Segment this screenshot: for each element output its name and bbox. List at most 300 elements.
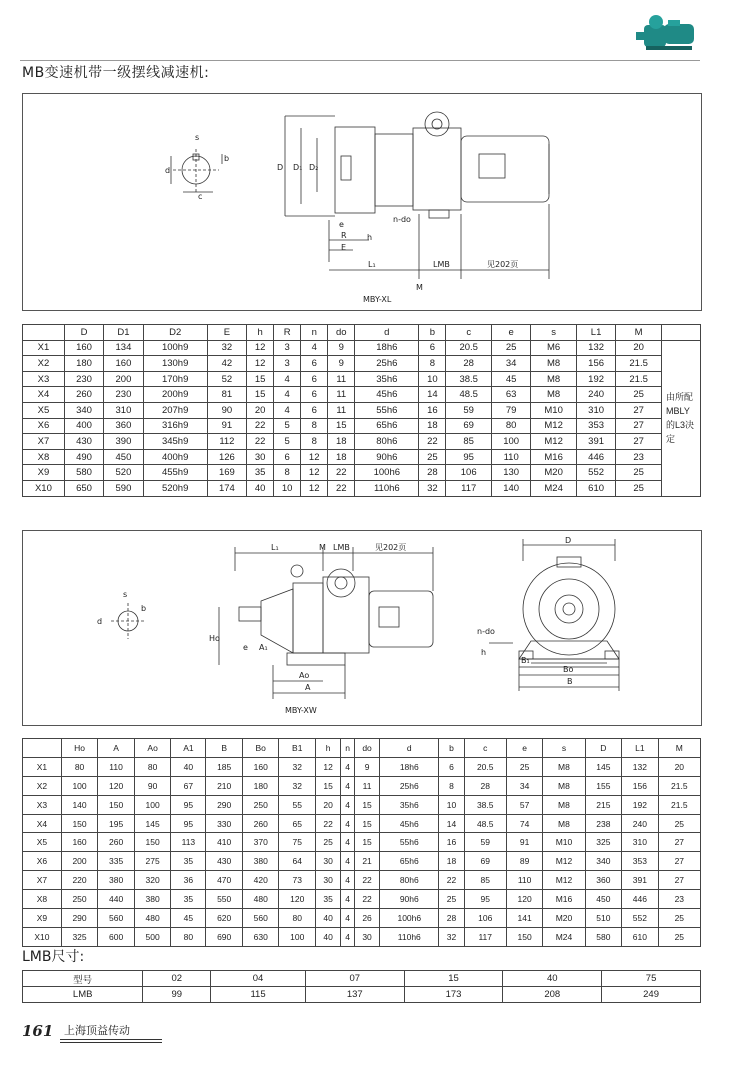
table-header-row — [23, 739, 701, 758]
column-header: do — [328, 325, 355, 341]
page-number: 161 — [22, 1022, 54, 1040]
dim2-label-ndo: n-do — [477, 627, 495, 636]
table-cell: 580 — [64, 465, 103, 481]
table-cell: 91 — [207, 418, 246, 434]
table-cell: 117 — [464, 927, 506, 946]
table-cell: 192 — [576, 371, 615, 387]
dim-label-c: c — [198, 192, 203, 201]
table-cell: 208 — [503, 987, 602, 1003]
table-cell: 160 — [242, 757, 279, 776]
table-cell: 22 — [247, 434, 274, 450]
table-cell: 69 — [446, 418, 492, 434]
table-cell: 25h6 — [380, 776, 439, 795]
table-cell: X1 — [23, 757, 62, 776]
table-cell: M8 — [543, 814, 585, 833]
table-cell: M24 — [531, 480, 577, 496]
table-cell: 5 — [274, 434, 301, 450]
column-header: B — [206, 739, 243, 758]
dim-label-D: D — [277, 163, 284, 172]
table-cell: 80h6 — [355, 434, 419, 450]
table-cell: M8 — [543, 757, 585, 776]
table-row — [23, 927, 701, 946]
table-cell: 455h9 — [143, 465, 207, 481]
table-cell: 35h6 — [380, 795, 439, 814]
table-cell: 22 — [328, 465, 355, 481]
table-cell: 20 — [616, 340, 662, 356]
table-cell: 28 — [419, 465, 446, 481]
table-cell: 型号 — [23, 971, 143, 987]
table-cell: 550 — [206, 890, 243, 909]
table-cell: 25 — [658, 927, 700, 946]
table-cell: 5 — [274, 418, 301, 434]
table-cell: 22 — [354, 871, 379, 890]
table-cell: 48.5 — [464, 814, 506, 833]
table-cell: 30 — [316, 871, 341, 890]
drawing2-caption: MBY-XW — [285, 706, 317, 715]
column-header: B1 — [279, 739, 316, 758]
table-cell: M10 — [543, 833, 585, 852]
table-cell: 310 — [622, 833, 659, 852]
footer-divider — [60, 1039, 162, 1040]
table-cell: 22 — [247, 418, 274, 434]
table-cell: 290 — [61, 909, 98, 928]
column-header: c — [446, 325, 492, 341]
table-cell: M24 — [543, 927, 585, 946]
table-cell: 480 — [242, 890, 279, 909]
table-cell: 446 — [576, 449, 615, 465]
table-cell: 26 — [354, 909, 379, 928]
dim-label-ndo: n-do — [393, 215, 411, 224]
table-cell: 34 — [506, 776, 543, 795]
table-cell: 45h6 — [380, 814, 439, 833]
dim2-label-Ao: Ao — [299, 671, 310, 680]
table-cell: X7 — [23, 434, 65, 450]
table-cell: 390 — [104, 434, 143, 450]
table-cell: 137 — [305, 987, 404, 1003]
table-cell: 25 — [506, 757, 543, 776]
dim2-label-B1: B₁ — [521, 656, 530, 665]
table-cell: 65 — [279, 814, 316, 833]
table-cell: 32 — [279, 776, 316, 795]
table-cell: 345h9 — [143, 434, 207, 450]
table-cell: 07 — [305, 971, 404, 987]
table-cell: 25 — [658, 814, 700, 833]
table-cell: 238 — [585, 814, 622, 833]
table-cell: 22 — [439, 871, 464, 890]
table-cell: 510 — [585, 909, 622, 928]
table-cell: 110 — [506, 871, 543, 890]
table-cell: 100 — [279, 927, 316, 946]
table-cell: 20 — [316, 795, 341, 814]
table-cell: 100h9 — [143, 340, 207, 356]
table-cell: 90 — [134, 776, 171, 795]
table-cell: 15 — [404, 971, 503, 987]
table-cell: 28 — [446, 356, 492, 372]
table-cell: 610 — [622, 927, 659, 946]
table-cell: 132 — [576, 340, 615, 356]
column-header: h — [316, 739, 341, 758]
column-header: d — [380, 739, 439, 758]
table-cell: 80 — [491, 418, 530, 434]
table-cell: 400h9 — [143, 449, 207, 465]
table-cell: 156 — [576, 356, 615, 372]
table-cell: LMB — [23, 987, 143, 1003]
table-cell: 260 — [98, 833, 135, 852]
table-cell: 69 — [464, 852, 506, 871]
table-cell: 15 — [328, 418, 355, 434]
table-cell: 81 — [207, 387, 246, 403]
table-cell: 520 — [104, 465, 143, 481]
table-cell: 207h9 — [143, 402, 207, 418]
table-cell: 132 — [622, 757, 659, 776]
table-cell: 6 — [274, 449, 301, 465]
table-cell: 48.5 — [446, 387, 492, 403]
dim-label-D2: D₂ — [309, 163, 319, 172]
table-cell: 55 — [279, 795, 316, 814]
column-header: R — [274, 325, 301, 341]
table-cell: 21.5 — [616, 371, 662, 387]
table-cell: 35 — [247, 465, 274, 481]
table-cell: 95 — [464, 890, 506, 909]
dim-label-ref: 见202页 — [487, 260, 519, 269]
table-cell: X6 — [23, 852, 62, 871]
table-cell: 9 — [354, 757, 379, 776]
table-cell: 6 — [301, 402, 328, 418]
table-cell: 90h6 — [355, 449, 419, 465]
dim2-label-A: A — [305, 683, 311, 692]
table-cell: 20 — [658, 757, 700, 776]
table-cell: 75 — [602, 971, 701, 987]
table-cell: 141 — [506, 909, 543, 928]
table-cell: 02 — [143, 971, 211, 987]
table-cell: 240 — [622, 814, 659, 833]
table-cell: 117 — [446, 480, 492, 496]
table-cell: X9 — [23, 909, 62, 928]
table-cell: 185 — [206, 757, 243, 776]
table-cell: 57 — [506, 795, 543, 814]
table-row — [23, 871, 701, 890]
table-cell: 145 — [585, 757, 622, 776]
table-cell: 40 — [316, 909, 341, 928]
table-cell: 130h9 — [143, 356, 207, 372]
table-cell: 27 — [658, 852, 700, 871]
table-cell: 89 — [506, 852, 543, 871]
table-cell: 80 — [61, 757, 98, 776]
table-cell: 391 — [576, 434, 615, 450]
table-cell: X1 — [23, 340, 65, 356]
table-cell: 25h6 — [355, 356, 419, 372]
table-cell: 45 — [171, 909, 206, 928]
table-cell: 95 — [171, 814, 206, 833]
table-cell: M20 — [543, 909, 585, 928]
dim2-label-ref: 见202页 — [375, 543, 407, 552]
column-header: Bo — [242, 739, 279, 758]
table-cell: 340 — [64, 402, 103, 418]
table-cell: 22 — [328, 480, 355, 496]
company-name: 上海顶益传动 — [64, 1024, 130, 1037]
table-cell: 18 — [328, 449, 355, 465]
table-cell: 450 — [104, 449, 143, 465]
table-cell: X8 — [23, 449, 65, 465]
dim-label-D1: D₁ — [293, 163, 303, 172]
table-cell: 35 — [171, 852, 206, 871]
table-cell: 25 — [616, 387, 662, 403]
table-cell: 110 — [491, 449, 530, 465]
column-header: b — [419, 325, 446, 341]
table-cell: M6 — [531, 340, 577, 356]
table-cell: 27 — [658, 871, 700, 890]
table-cell: 170h9 — [143, 371, 207, 387]
table-cell: 430 — [206, 852, 243, 871]
table-cell: 27 — [616, 418, 662, 434]
table-cell: 85 — [446, 434, 492, 450]
table-cell: 20 — [247, 402, 274, 418]
table-cell: M20 — [531, 465, 577, 481]
table-cell: 40 — [316, 927, 341, 946]
table-cell: 470 — [206, 871, 243, 890]
table-cell: 25 — [316, 833, 341, 852]
table-cell: 160 — [64, 340, 103, 356]
table-cell: 15 — [354, 795, 379, 814]
table-cell: 20.5 — [464, 757, 506, 776]
table-cell: 15 — [247, 371, 274, 387]
dim-label-L1: L₁ — [368, 260, 376, 269]
table-cell: 34 — [491, 356, 530, 372]
dim-label-h: h — [367, 233, 373, 242]
table-cell: 8 — [274, 465, 301, 481]
table-cell: 490 — [64, 449, 103, 465]
table-cell: 32 — [419, 480, 446, 496]
table-cell: 15 — [354, 833, 379, 852]
table-cell: 16 — [439, 833, 464, 852]
table-cell: 36 — [171, 871, 206, 890]
column-header: n — [341, 739, 355, 758]
table-cell: M8 — [543, 776, 585, 795]
table-cell: 38.5 — [446, 371, 492, 387]
table-cell: 200h9 — [143, 387, 207, 403]
table-cell: 11 — [328, 371, 355, 387]
dim2-label-LMB: LMB — [333, 543, 350, 552]
table-cell: 145 — [134, 814, 171, 833]
table-cell: 40 — [171, 757, 206, 776]
table-cell: 12 — [301, 480, 328, 496]
column-header: D — [585, 739, 622, 758]
table-row — [23, 434, 701, 450]
table-cell: 391 — [622, 871, 659, 890]
table-row — [23, 387, 701, 403]
table-cell: 173 — [404, 987, 503, 1003]
table-cell: 440 — [98, 890, 135, 909]
dim-label-d: d — [165, 166, 171, 175]
table-cell: 230 — [64, 371, 103, 387]
table-cell: 4 — [274, 402, 301, 418]
table-cell: 100 — [491, 434, 530, 450]
table-cell: 6 — [439, 757, 464, 776]
table-cell: 4 — [341, 909, 355, 928]
column-header: L1 — [622, 739, 659, 758]
table-cell: 100h6 — [355, 465, 419, 481]
column-header: s — [531, 325, 577, 341]
table-cell: 155 — [585, 776, 622, 795]
table-cell: 12 — [247, 356, 274, 372]
table-cell: 04 — [211, 971, 306, 987]
table-cell: 250 — [242, 795, 279, 814]
table-cell: 180 — [64, 356, 103, 372]
table-cell: 22 — [419, 434, 446, 450]
table-cell: 330 — [206, 814, 243, 833]
table-cell: 325 — [61, 927, 98, 946]
table-cell: 11 — [328, 387, 355, 403]
table-row — [23, 465, 701, 481]
table-cell: 63 — [491, 387, 530, 403]
dim2-label-A1: A₁ — [259, 643, 268, 652]
table-cell: 4 — [301, 340, 328, 356]
table-row — [23, 776, 701, 795]
table-cell: 130 — [491, 465, 530, 481]
table-cell: 4 — [341, 776, 355, 795]
title-divider — [20, 60, 700, 61]
table-cell: 10 — [274, 480, 301, 496]
table-cell: 14 — [419, 387, 446, 403]
table-cell: 27 — [616, 434, 662, 450]
table-cell: 120 — [506, 890, 543, 909]
table-cell: 120 — [98, 776, 135, 795]
table-cell: 23 — [658, 890, 700, 909]
table-cell: 6 — [419, 340, 446, 356]
table-cell: 67 — [171, 776, 206, 795]
column-header: A1 — [171, 739, 206, 758]
table-cell: 9 — [328, 340, 355, 356]
table-cell: 4 — [341, 871, 355, 890]
table-cell: 99 — [143, 987, 211, 1003]
table-cell: 6 — [301, 387, 328, 403]
table-cell: 100h6 — [380, 909, 439, 928]
table-cell: 106 — [464, 909, 506, 928]
table-cell: 40 — [503, 971, 602, 987]
table-row — [23, 890, 701, 909]
table-cell: 360 — [104, 418, 143, 434]
column-header: e — [506, 739, 543, 758]
dim2-label-d: d — [97, 617, 103, 626]
table-row — [23, 449, 701, 465]
table-cell: 115 — [211, 987, 306, 1003]
lmb-table — [22, 970, 701, 1003]
table-cell: 150 — [98, 795, 135, 814]
table-cell: 27 — [658, 833, 700, 852]
table-cell: 79 — [491, 402, 530, 418]
dim-label-LMB: LMB — [433, 260, 450, 269]
table-cell: 25 — [491, 340, 530, 356]
table-cell: 3 — [274, 356, 301, 372]
table-cell: 220 — [61, 871, 98, 890]
column-header: d — [355, 325, 419, 341]
table-cell: 4 — [341, 927, 355, 946]
table-cell: 6 — [301, 371, 328, 387]
table-cell: 200 — [104, 371, 143, 387]
table-cell: 18 — [439, 852, 464, 871]
table-row — [23, 356, 701, 372]
table-cell: X4 — [23, 814, 62, 833]
table-cell: 90h6 — [380, 890, 439, 909]
table-cell: 160 — [104, 356, 143, 372]
table-cell: 22 — [316, 814, 341, 833]
table-cell: 140 — [491, 480, 530, 496]
dim2-label-h: h — [481, 648, 487, 657]
table-cell: 353 — [576, 418, 615, 434]
table-cell: 240 — [576, 387, 615, 403]
table-cell: 64 — [279, 852, 316, 871]
table-cell: 73 — [279, 871, 316, 890]
table-row — [23, 480, 701, 496]
table-cell: 35 — [171, 890, 206, 909]
table-cell: 3 — [274, 340, 301, 356]
table-cell: 500 — [134, 927, 171, 946]
column-header: b — [439, 739, 464, 758]
table-cell: 21 — [354, 852, 379, 871]
table-cell: 20.5 — [446, 340, 492, 356]
table-cell: 110h6 — [355, 480, 419, 496]
table-cell: 110 — [98, 757, 135, 776]
table-cell: 4 — [274, 371, 301, 387]
table-cell: M12 — [531, 418, 577, 434]
table-cell: 450 — [585, 890, 622, 909]
table-cell: 4 — [274, 387, 301, 403]
table-cell: 80h6 — [380, 871, 439, 890]
table-cell: 95 — [171, 795, 206, 814]
column-header: A — [98, 739, 135, 758]
table-cell: 4 — [341, 852, 355, 871]
table-cell: 400 — [64, 418, 103, 434]
table-cell: 12 — [316, 757, 341, 776]
table-cell: X6 — [23, 418, 65, 434]
table-row — [23, 402, 701, 418]
table-cell: 25 — [658, 909, 700, 928]
dimension-table-xw — [22, 738, 701, 947]
table-cell: 91 — [506, 833, 543, 852]
table-cell: 22 — [354, 890, 379, 909]
table-header-row — [23, 325, 701, 341]
table-cell: 35h6 — [355, 371, 419, 387]
table-cell: M10 — [531, 402, 577, 418]
dim-label-b: b — [224, 154, 230, 163]
table-cell: 18h6 — [355, 340, 419, 356]
dim2-label-s: s — [123, 590, 128, 599]
table-cell: 15 — [354, 814, 379, 833]
table-row — [23, 757, 701, 776]
table-cell: X2 — [23, 776, 62, 795]
table-cell: 45h6 — [355, 387, 419, 403]
table-cell: 28 — [439, 909, 464, 928]
table-cell: 32 — [207, 340, 246, 356]
table-row — [23, 814, 701, 833]
table-cell: 335 — [98, 852, 135, 871]
table-cell: X10 — [23, 480, 65, 496]
table-cell: 42 — [207, 356, 246, 372]
table-cell: 590 — [104, 480, 143, 496]
table-cell: 446 — [622, 890, 659, 909]
table-cell: M8 — [543, 795, 585, 814]
table-cell: 600 — [98, 927, 135, 946]
table-cell: 85 — [464, 871, 506, 890]
column-header: D1 — [104, 325, 143, 341]
table-cell: 10 — [419, 371, 446, 387]
table-cell: 95 — [446, 449, 492, 465]
column-header: c — [464, 739, 506, 758]
table-cell: 195 — [98, 814, 135, 833]
table-cell: X3 — [23, 371, 65, 387]
table-cell: 16 — [419, 402, 446, 418]
table-cell: 30 — [354, 927, 379, 946]
